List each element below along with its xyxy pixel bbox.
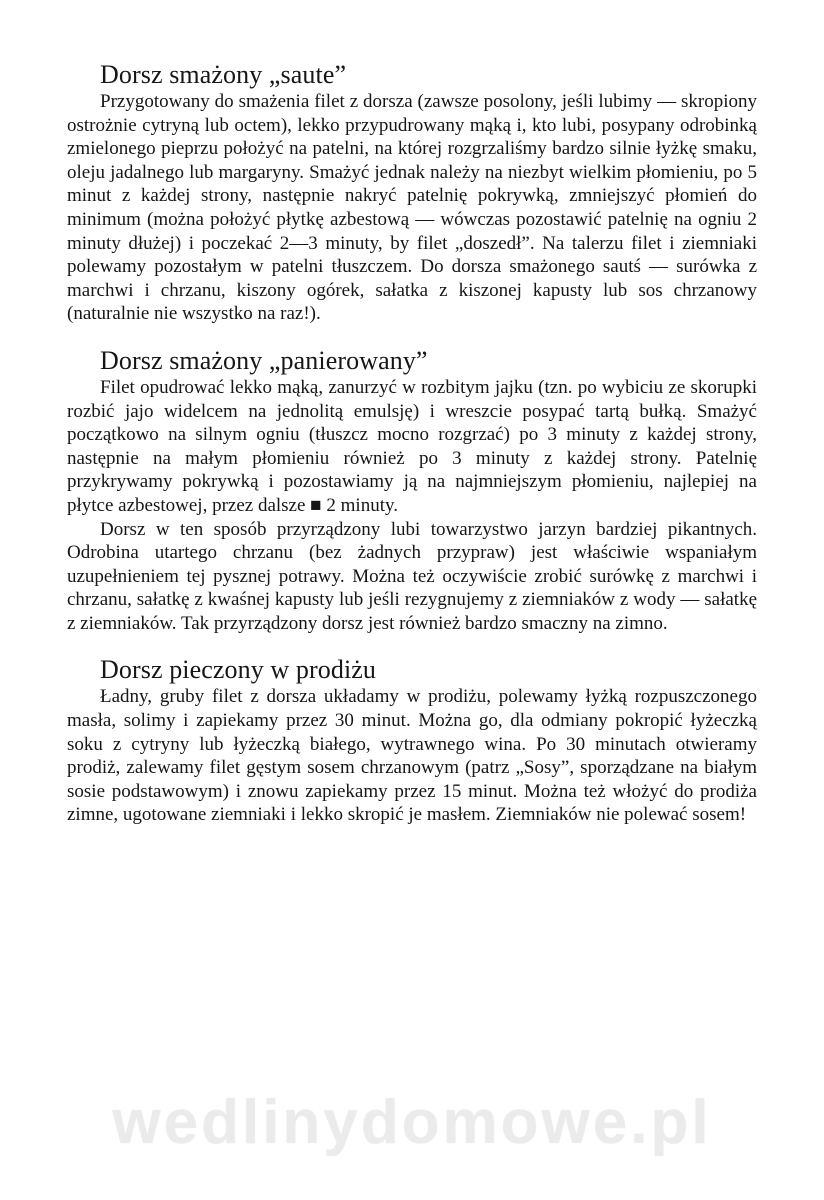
paragraph: Dorsz w ten sposób przyrządzony lubi towarzystwo jarzyn bardziej pikantnych. Odrobina utartego chrzanu (bez żadnych przypraw) jest właściwie wspaniałym uzupełnieniem tej pysznej potrawy. Można też oczywiście zrobić surówkę z marchwi i chrzanu, sałatkę z kwaśnej kapusty lub jeśli rezygnujemy z ziemniaków z wody — sałatkę z ziemniaków. Tak przyrządzony dorsz jest również bardzo smaczny na zimno.	[67, 518, 757, 634]
section-heading: Dorsz smażony „panierowany”	[100, 345, 428, 375]
recipe-section-saute	[67, 60, 757, 326]
paragraph: Przygotowany do smażenia filet z dorsza (zawsze posolony, jeśli lubimy — skropiony ostrożnie cytryną lub octem), lekko przypudrowany mąką i, kto lubi, posypany odrobinką zmielonego pieprzu położyć na patelni, na której rozgrzaliśmy bardzo silnie łyżkę smaku, oleju jadalnego lub margaryny. Smażyć jednak należy na niezbyt wielkim płomieniu, po 5 minut z każdej strony, następnie nakryć patelnię pokrywką, zmniejszyć płomień do minimum (można położyć płytkę azbestową — wówczas pozostawić patelnię na ogniu 2 minuty dłużej) i poczekać 2—3 minuty, by filet „doszedł”. Na talerzu filet i ziemniaki polewamy pozostałym w patelni tłuszczem. Do dorsza smażonego sautś — surówka z marchwi i chrzanu, kiszony ogórek, sałatka z kiszonej kapusty lub sos chrzanowy (naturalnie nie wszystko na raz!).	[67, 91, 757, 325]
paragraph: Ładny, gruby filet z dorsza układamy w prodiżu, polewamy łyżką rozpuszczonego masła, solimy i zapiekamy przez 30 minut. Można go, dla odmiany pokropić łyżeczką soku z cytryny lub łyżeczką białego, wytrawnego wina. Po 30 minutach otwieramy prodiż, zalewamy filet gęstym sosem chrzanowym (patrz „Sosy”, sporządzane na białym sosie podstawowym) i znowu zapiekamy przez 15 minut. Można też włożyć do prodiża zimne, ugotowane ziemniaki i lekko skropić je masłem. Ziemniaków nie polewać sosem!	[67, 686, 757, 826]
recipe-section-prodiz	[67, 655, 757, 827]
paragraph: Filet opudrować lekko mąką, zanurzyć w rozbitym jajku (tzn. po wybiciu ze skorupki rozbić jajo widelcem na jednolitą emulsję) i wreszcie posypać tartą bułką. Smażyć początkowo na silnym ogniu (tłuszcz mocno rozgrzać) po 3 minuty z każdej strony, następnie na małym płomieniu również po 3 minuty z każdej strony. Patelnię przykrywamy pokrywką i pozostawiamy ją na najmniejszym płomieniu, najlepiej na płytce azbestowej, przez dalsze ■ 2 minuty.	[67, 376, 757, 516]
watermark: wedlinydomowe.pl	[112, 1088, 712, 1157]
section-heading: Dorsz pieczony w prodiżu	[100, 655, 377, 685]
document-page	[67, 60, 757, 827]
section-heading: Dorsz smażony „saute”	[100, 60, 347, 89]
recipe-section-panierowany	[67, 346, 757, 636]
